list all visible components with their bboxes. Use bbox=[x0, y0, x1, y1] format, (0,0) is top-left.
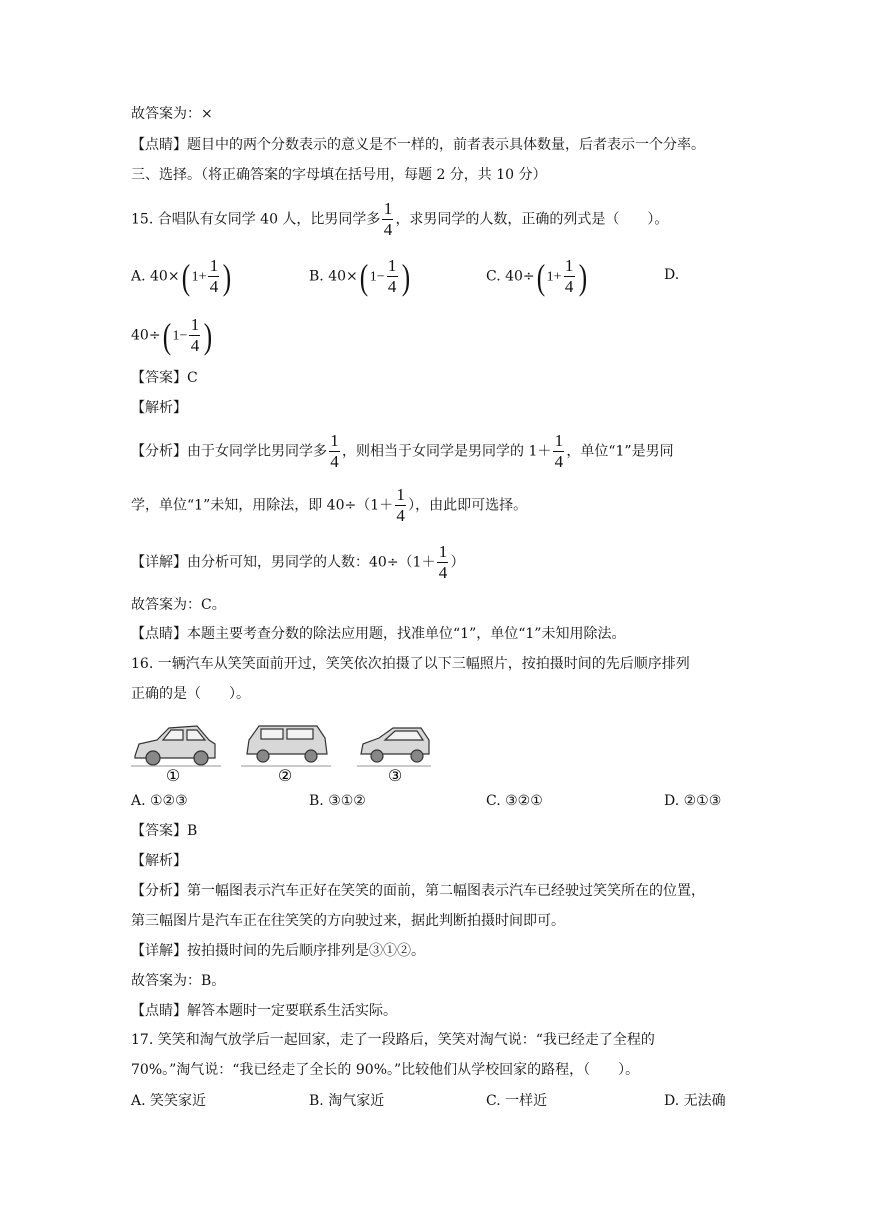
q17-stem-line1: 17. 笑笑和淘气放学后一起回家，走了一段路后，笑笑对淘气说：“我已经走了全程的 bbox=[131, 1032, 655, 1048]
car-photos bbox=[131, 720, 431, 784]
car-photos-svg bbox=[131, 720, 431, 784]
q16-fenxi-line2: 第三幅图片是汽车正在往笑笑的方向驶过来，据此判断拍摄时间即可。 bbox=[131, 913, 565, 929]
q17-option-b: B. 淘气家近 bbox=[309, 1093, 385, 1109]
q17-option-d: D. 无法确 bbox=[664, 1093, 726, 1109]
q15-stem-b: ，求男同学的人数，正确的列式是（ ）。 bbox=[395, 211, 669, 228]
q15-stem-a: 15. 合唱队有女同学 40 人，比男同学多 bbox=[131, 211, 381, 228]
car-1-label: ① bbox=[165, 766, 181, 784]
q16-conclusion: 故答案为：B。 bbox=[131, 973, 226, 989]
q15-option-c: C. 40÷( 1+ $\frac{1}{4}$ ) bbox=[486, 256, 587, 297]
section-heading: 三、选择。（将正确答案的字母填在括号用，每题 2 分，共 10 分） bbox=[131, 167, 547, 183]
q15-option-d: D. bbox=[664, 267, 680, 283]
q17-option-c: C. 一样近 bbox=[486, 1093, 548, 1109]
q16-option-a: A. ①②③ bbox=[131, 793, 188, 809]
q15-answer: 【答案】C bbox=[131, 370, 198, 386]
q17-stem-line2: 70%。”淘气说：“我已经走了全长的 90%。”比较他们从学校回家的路程，（ ）。 bbox=[131, 1062, 640, 1078]
q15-conclusion: 故答案为：C。 bbox=[131, 597, 226, 613]
q15-fenxi: 【分析】由于女同学比男同学多 $\frac{1}{4}$ ，则相当于女同学是男同学的 1＋ $\frac{1}{4}$ ，单位“1”是男同 bbox=[131, 431, 674, 471]
q16-option-c: C. ③②① bbox=[486, 793, 543, 809]
line-dianjing-prev: 【点睛】题目中的两个分数表示的意义是不一样的，前者表示具体数量，后者表示一个分率。 bbox=[131, 137, 705, 153]
q16-dianjing: 【点睛】解答本题时一定要联系生活实际。 bbox=[131, 1003, 397, 1019]
q16-stem-line1: 16. 一辆汽车从笑笑面前开过，笑笑依次拍摄了以下三幅照片，按拍摄时间的先后顺序排列 bbox=[131, 656, 690, 672]
q15-option-d-expr: 40÷( 1− $\frac{1}{4}$ ) bbox=[131, 315, 213, 356]
q16-fenxi-line1: 【分析】第一幅图表示汽车正好在笑笑的面前，第二幅图表示汽车已经驶过笑笑所在的位置， bbox=[131, 883, 705, 899]
q15-jiexi: 【解析】 bbox=[131, 400, 187, 416]
q15-dianjing: 【点睛】本题主要考查分数的除法应用题，找准单位“1”，单位“1”未知用除法。 bbox=[131, 626, 626, 642]
fraction: $\frac{1}{4}$ bbox=[383, 199, 393, 239]
q16-xiangjie: 【详解】按拍摄时间的先后顺序排列是③①②。 bbox=[131, 943, 425, 959]
car-3-label: ③ bbox=[387, 766, 403, 784]
q16-answer: 【答案】B bbox=[131, 823, 198, 839]
q16-stem-line2: 正确的是（ ）。 bbox=[131, 686, 250, 702]
q15-xiangjie: 【详解】由分析可知，男同学的人数：40÷（1＋ $\frac{1}{4}$ ） bbox=[131, 542, 465, 582]
q16-option-b: B. ③①② bbox=[309, 793, 366, 809]
line-answer-prev: 故答案为：× bbox=[131, 106, 213, 122]
q15-fenxi-cont: 学，单位“1”未知，用除法，即 40÷（1＋ $\frac{1}{4}$ ），由此即可选择。 bbox=[131, 485, 528, 525]
q15-stem bbox=[131, 200, 668, 239]
q15-option-b: B. 40×( 1− $\frac{1}{4}$ ) bbox=[309, 256, 410, 297]
q17-option-a: A. 笑笑家近 bbox=[131, 1093, 207, 1109]
q15-option-a: A. 40×( 1+ $\frac{1}{4}$ ) bbox=[131, 256, 232, 297]
q16-jiexi: 【解析】 bbox=[131, 853, 187, 869]
car-2-label: ② bbox=[277, 766, 293, 784]
q16-option-d: D. ②①③ bbox=[664, 793, 722, 809]
